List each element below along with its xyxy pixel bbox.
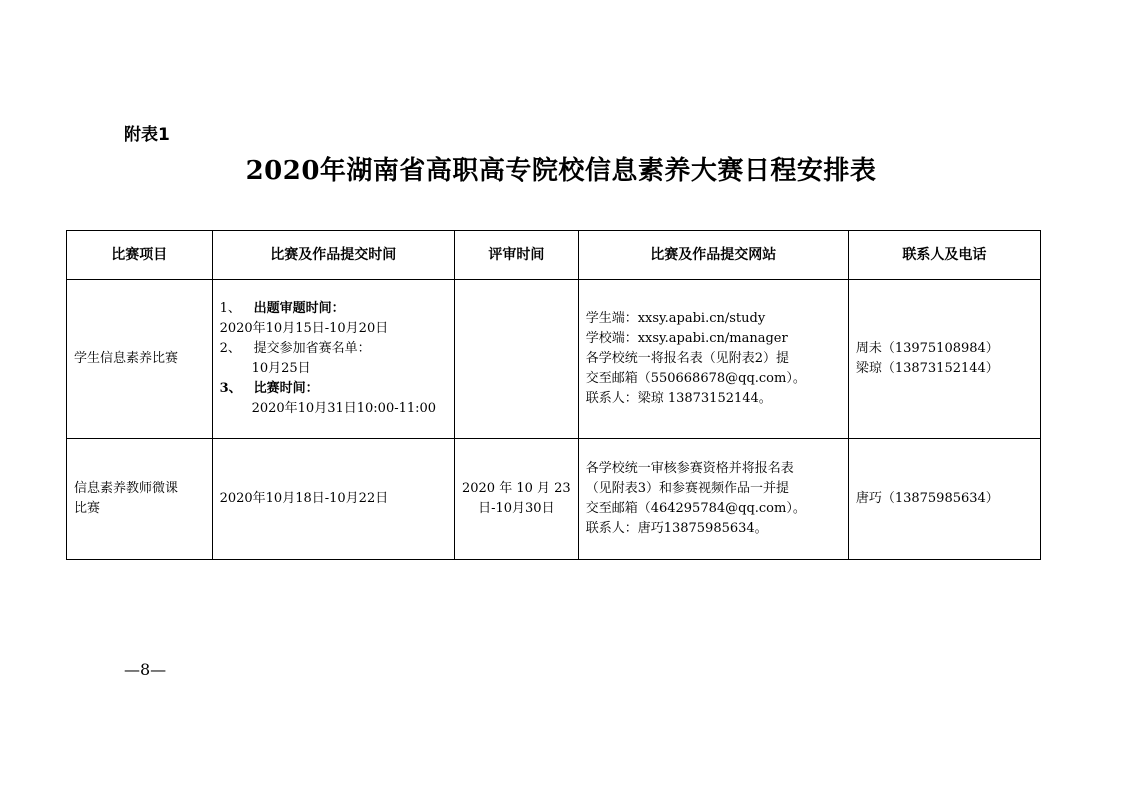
website-line: 交至邮箱（550668678@qq.com）。 [585, 371, 806, 386]
schedule-item-detail: 2020年10月15日-10月20日 [219, 321, 389, 336]
website-line: （见附表3）和参赛视频作品一并提 [585, 481, 789, 496]
event-cell: 学生信息素养比赛 [67, 280, 213, 439]
schedule-item-detail: 10月25日 [251, 361, 311, 376]
column-header-contacts: 联系人及电话 [848, 231, 1040, 280]
schedule-item [220, 339, 447, 359]
page-title: 2020年湖南省高职高专院校信息素养大赛日程安排表 [245, 156, 877, 186]
page-number: —8— [124, 660, 167, 679]
schedule-cell: 2020年10月18日-10月22日 [212, 439, 454, 560]
column-header-event: 比赛项目 [67, 231, 213, 280]
schedule-table [66, 230, 1041, 560]
website-line: 联系人：梁琼 13873152144。 [585, 391, 772, 406]
schedule-item-detail: 2020年10月31日10:00-11:00 [251, 401, 437, 416]
event-line: 比赛 [74, 501, 101, 516]
attachment-label: 附表1 [124, 125, 170, 145]
schedule-item-label: 提交参加省赛名单： [253, 341, 371, 356]
website-line: 各学校统一将报名表（见附表2）提 [585, 351, 789, 366]
website-cell [578, 280, 848, 439]
review-time-cell [454, 280, 578, 439]
schedule-item [220, 379, 447, 399]
contacts-cell [848, 280, 1040, 439]
website-line: 联系人：唐巧13875985634。 [585, 521, 768, 536]
contact-line: 唐巧（13875985634） [855, 491, 999, 506]
website-line: 交至邮箱（464295784@qq.com）。 [585, 501, 806, 516]
column-header-website: 比赛及作品提交网站 [578, 231, 848, 280]
schedule-cell [212, 280, 454, 439]
schedule-item-number: 2、 [219, 341, 241, 356]
schedule-item-number: 3、 [219, 381, 242, 396]
event-cell [67, 439, 213, 560]
contact-line: 梁琼（13873152144） [855, 361, 999, 376]
column-header-schedule: 比赛及作品提交时间 [212, 231, 454, 280]
website-line: 各学校统一审核参赛资格并将报名表 [585, 461, 794, 476]
review-time-line: 2020 年 10 月 23 [461, 481, 571, 496]
website-line: 学生端：xxsy.apabi.cn/study [585, 311, 766, 326]
table-header-row [67, 231, 1041, 280]
schedule-item [220, 299, 447, 319]
review-time-cell [454, 439, 578, 560]
schedule-item-number: 1、 [219, 301, 241, 316]
contacts-cell [848, 439, 1040, 560]
event-line: 信息素养教师微课 [74, 481, 179, 496]
schedule-item-label: 比赛时间： [253, 381, 319, 396]
contact-line: 周未（13975108984） [855, 341, 999, 356]
review-time-line: 日-10月30日 [478, 501, 555, 516]
table-row [67, 439, 1041, 560]
website-line: 学校端：xxsy.apabi.cn/manager [585, 331, 788, 346]
website-cell [578, 439, 848, 560]
column-header-review-time: 评审时间 [454, 231, 578, 280]
table-row [67, 280, 1041, 439]
schedule-item-label: 出题审题时间： [253, 301, 345, 316]
